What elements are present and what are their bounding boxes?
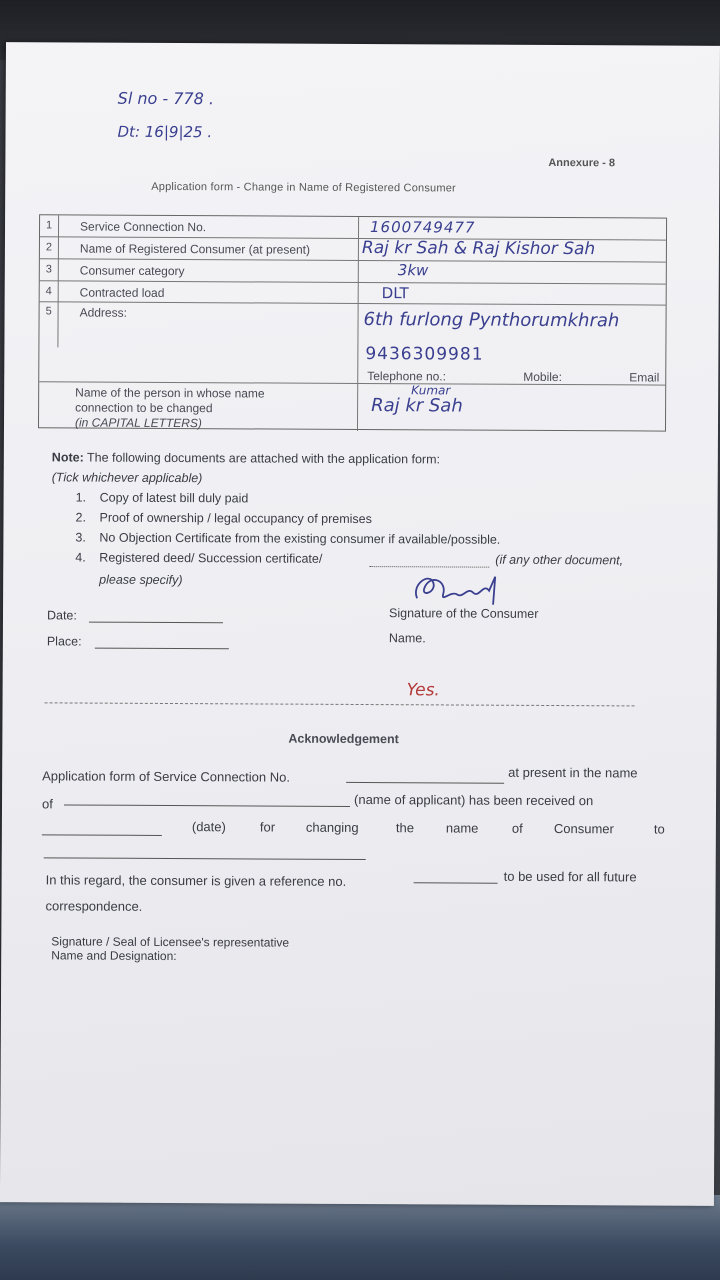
new-name-label-line: Name of the person in whose name: [75, 385, 265, 401]
row-label: Name of Registered Consumer (at present): [79, 241, 311, 257]
address-value: 6th furlong Pynthorumkhrah: [363, 309, 620, 332]
date-received-blank: [42, 834, 162, 836]
document-item-suffix: (if any other document,: [495, 552, 624, 568]
row-number: 2: [45, 241, 53, 254]
document-item-number: 3.: [75, 530, 86, 545]
tick-instruction: (Tick whichever applicable): [51, 470, 203, 486]
ack-word: for: [259, 819, 276, 835]
new-name-value: Raj kr Sah: [371, 395, 463, 417]
date-label: Date:: [46, 608, 77, 623]
yes-handwritten-note: Yes.: [406, 680, 440, 701]
ack-line-4b: to be used for all future: [503, 868, 637, 885]
new-name-label-line: (in CAPITAL LETTERS): [74, 415, 202, 431]
reference-number-blank: [414, 882, 498, 883]
service-connection-blank: [346, 782, 504, 784]
telephone-value: 9436309981: [365, 344, 484, 365]
ack-line-1a: Application form of Service Connection No.: [42, 768, 291, 785]
ack-word: Consumer: [553, 821, 614, 837]
ack-word: the: [395, 820, 415, 836]
document-item-number: 2.: [75, 510, 86, 525]
new-name-label-line: connection to be changed: [75, 400, 213, 416]
licensee-signature-label: Signature / Seal of Licensee's representative: [51, 934, 290, 950]
new-consumer-name-blank: [44, 857, 366, 860]
document-item: Proof of ownership / legal occupancy of premises: [99, 510, 372, 527]
row-label: Service Connection No.: [80, 219, 207, 235]
document-item-continuation: please specify): [99, 572, 183, 588]
ack-word: changing: [305, 819, 359, 835]
row-number: 1: [46, 219, 53, 232]
date-blank: [89, 622, 223, 624]
table-divider: [40, 280, 666, 284]
contracted-load-value: DLT: [381, 284, 409, 303]
document-item: No Objection Certificate from the existing consumer if available/possible.: [99, 530, 501, 547]
name-label: Name.: [388, 631, 426, 646]
name-designation-label: Name and Designation:: [51, 948, 177, 964]
document-item-number: 1.: [75, 490, 87, 505]
place-label: Place:: [46, 634, 82, 649]
ack-line-1b: at present in the name: [508, 764, 638, 781]
ack-line-4a: In this regard, the consumer is given a reference no.: [45, 872, 347, 889]
table-divider: [40, 301, 666, 305]
note-text: The following documents are attached with the application form:: [86, 450, 441, 467]
document-item: Registered deed/ Succession certificate/: [99, 550, 323, 566]
email-label: Email: [629, 370, 660, 385]
form-title: Application form - Change in Name of Registered Consumer: [151, 180, 456, 195]
ack-word: to: [653, 821, 665, 837]
signature-label: Signature of the Consumer: [388, 606, 539, 621]
mobile-label: Mobile:: [523, 369, 562, 385]
table-divider: [357, 217, 359, 431]
document-item-number: 4.: [75, 550, 86, 565]
row-number: 3: [45, 263, 52, 276]
note-line: [52, 450, 440, 466]
ack-line-5: correspondence.: [45, 898, 143, 914]
annexure-label: Annexure - 8: [548, 156, 616, 170]
service-connection-value: 1600749477: [369, 218, 476, 237]
new-name-insert: Kumar: [411, 383, 451, 398]
place-blank: [95, 648, 229, 650]
ack-line-2a: of: [41, 796, 53, 812]
ack-line-2b: (name of applicant) has been received on: [354, 791, 594, 809]
consumer-details-table: [38, 214, 667, 431]
ack-word: (date): [191, 819, 226, 835]
form-sheet: [0, 42, 720, 1206]
row-number: 5: [45, 305, 52, 318]
consumer-category-value: 3kw: [397, 261, 429, 280]
row-label: Address:: [79, 305, 127, 320]
date-note: Dt: 16|9|25 .: [117, 122, 213, 142]
acknowledgement-title: Acknowledgement: [288, 731, 399, 747]
telephone-label: Telephone no.:: [367, 369, 447, 384]
note-heading: Note:: [51, 450, 84, 465]
serial-number-note: Sl no - 778 .: [117, 88, 215, 109]
fabric-background-bottom: [0, 1195, 720, 1280]
ack-word: of: [511, 820, 523, 836]
document-item: Copy of latest bill duly paid: [99, 490, 249, 506]
ack-word: name: [445, 820, 479, 836]
row-label: Contracted load: [79, 285, 165, 300]
separator-line: [45, 702, 635, 706]
row-label: Consumer category: [79, 263, 185, 279]
row-number: 4: [45, 285, 52, 298]
applicant-name-blank: [64, 804, 350, 806]
registered-consumer-value: Raj kr Sah & Raj Kishor Sah: [361, 237, 596, 260]
